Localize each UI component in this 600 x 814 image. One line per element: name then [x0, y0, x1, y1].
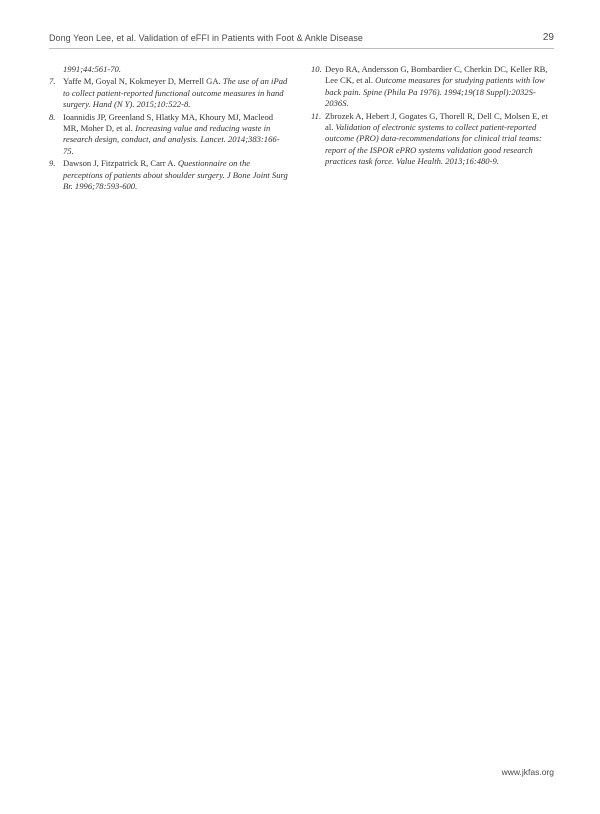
journal-url: www.jkfas.org — [501, 767, 554, 777]
reference-item-10 — [311, 64, 551, 110]
reference-citation: Increasing value and reducing waste in research design, conduct, and analysis. Lancet. 2014;383:166-75. — [63, 123, 280, 156]
reference-number: 8. — [49, 111, 56, 122]
reference-continued: 1991;44:561-70. — [63, 64, 121, 74]
reference-citation: Validation of electronic systems to collect patient-reported outcome (PRO) data-recommendations for clinical trial teams: report of the ISPOR ePRO systems validation good research practices task force. Value Health. 2013;16:480-9. — [325, 122, 542, 167]
reference-item-9 — [49, 158, 289, 192]
reference-citation: The use of an iPad to collect patient-reported functional outcome measures in hand surgery. Hand (N Y). 2015;10:522-8. — [63, 76, 288, 110]
reference-number: 7. — [49, 76, 56, 87]
reference-authors: Yaffe M, Goyal N, Kokmeyer D, Merrell GA. — [63, 76, 221, 87]
reference-number: 11. — [311, 110, 322, 121]
reference-authors: Dawson J, Fitzpatrick R, Carr A. — [63, 158, 176, 169]
reference-item-7 — [49, 76, 289, 110]
reference-authors: Zbrozek A, Hebert J, Gogates G, Thorell R, Dell C, Molsen E, et al. — [325, 110, 548, 133]
references-left-column — [49, 64, 289, 193]
running-header — [49, 30, 554, 49]
reference-number: 10. — [311, 64, 322, 74]
references-right-column — [311, 64, 551, 169]
running-title: Dong Yeon Lee, et al. Validation of eFFI in Patients with Foot & Ankle Disease — [49, 33, 363, 43]
reference-item-11 — [311, 111, 551, 168]
reference-item-8 — [49, 112, 289, 158]
reference-authors: Ioannidis JP, Greenland S, Hlatky MA, Khoury MJ, Macleod MR, Moher D, et al. — [63, 111, 274, 134]
reference-citation: Questionnaire on the perceptions of patients about shoulder surgery. J Bone Joint Surg Br. 1996;78:593-600. — [63, 158, 288, 192]
reference-citation: Outcome measures for studying patients with low back pain. Spine (Phila Pa 1976). 1994;19(18 Suppl):2032S-2036S. — [325, 75, 545, 109]
page-number: 29 — [542, 32, 554, 43]
reference-number: 9. — [49, 158, 56, 169]
reference-authors: Deyo RA, Andersson G, Bombardier C, Cherkin DC, Keller RB, Lee CK, et al. — [325, 64, 548, 86]
